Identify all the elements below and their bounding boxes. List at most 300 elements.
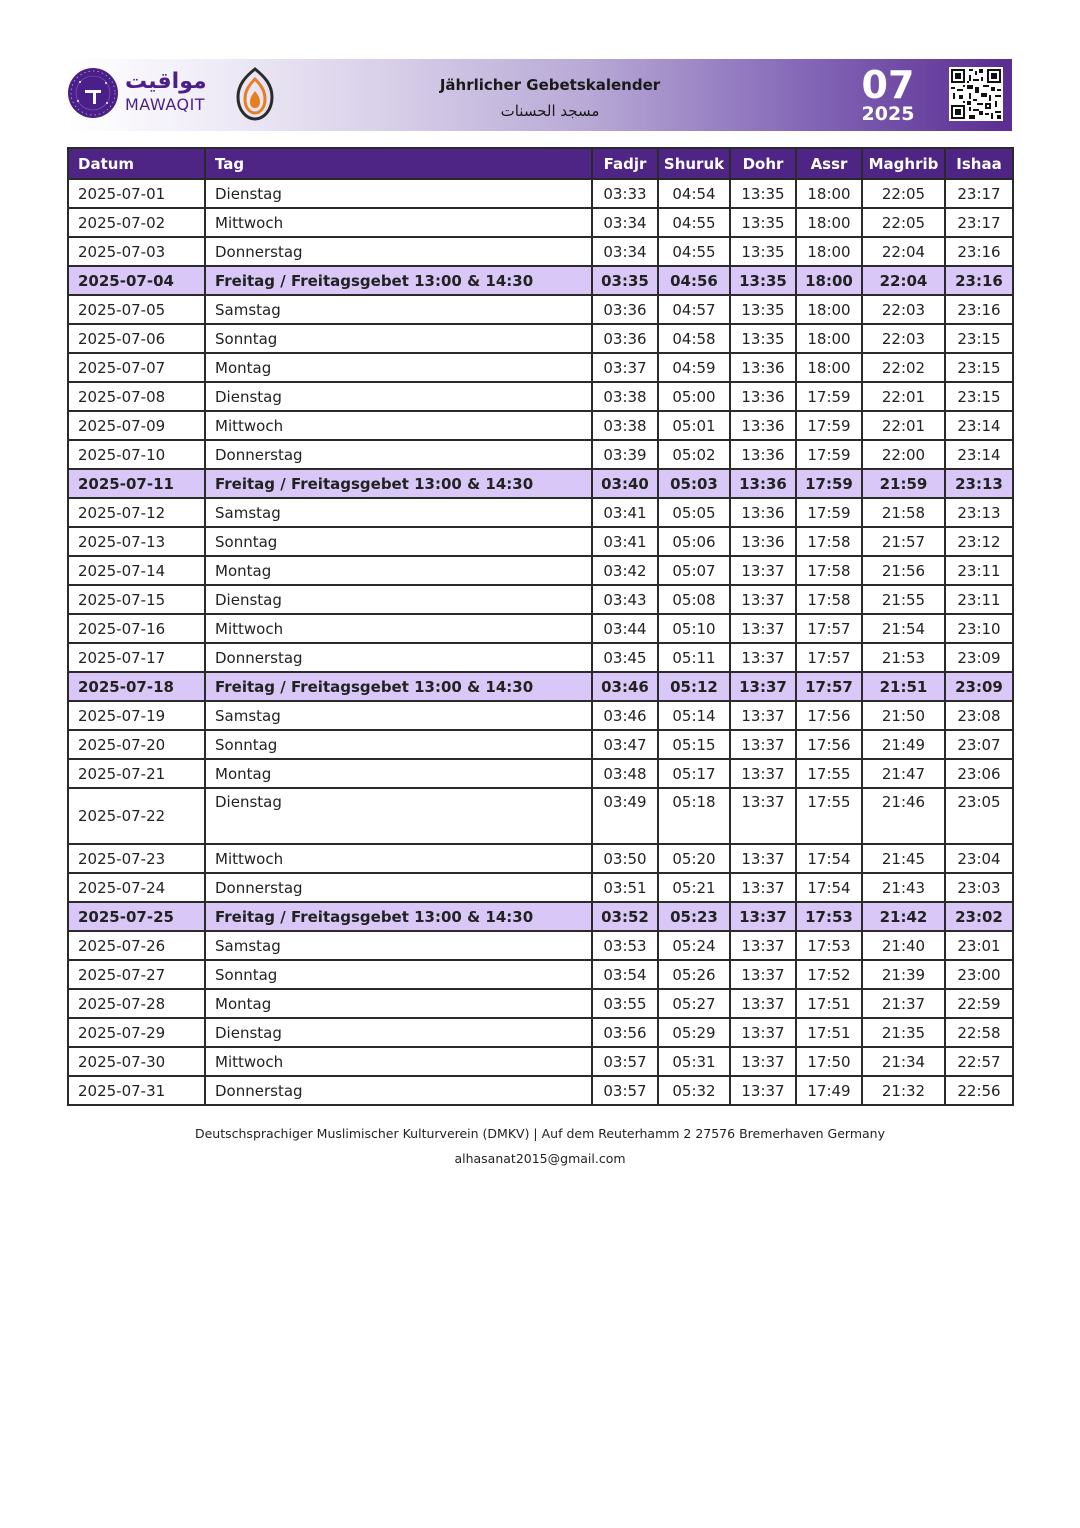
cell-shuruk: 05:07 [658,556,730,585]
table-row [68,324,1013,353]
cell-date: 2025-07-16 [68,614,205,643]
table-row [68,179,1013,208]
cell-dohr: 13:35 [730,266,796,295]
cell-shuruk: 05:05 [658,498,730,527]
cell-assr: 17:59 [796,440,862,469]
cell-day: Donnerstag [205,1076,592,1105]
cell-fadjr: 03:43 [592,585,658,614]
table-row [68,701,1013,730]
cell-shuruk: 05:10 [658,614,730,643]
table-header-row [68,148,1013,179]
column-header-day: Tag [205,148,592,179]
cell-assr: 17:57 [796,614,862,643]
cell-shuruk: 05:14 [658,701,730,730]
cell-maghrib: 22:01 [862,411,945,440]
cell-maghrib: 21:51 [862,672,945,701]
cell-maghrib: 22:03 [862,324,945,353]
table-row [68,353,1013,382]
cell-ishaa: 23:09 [945,672,1013,701]
cell-day: Montag [205,989,592,1018]
cell-shuruk: 05:17 [658,759,730,788]
cell-assr: 17:49 [796,1076,862,1105]
cell-maghrib: 22:05 [862,179,945,208]
cell-assr: 17:53 [796,902,862,931]
table-row [68,1047,1013,1076]
cell-day: Donnerstag [205,873,592,902]
table-row [68,556,1013,585]
cell-ishaa: 23:16 [945,266,1013,295]
cell-fadjr: 03:47 [592,730,658,759]
table-row [68,469,1013,498]
cell-day: Donnerstag [205,237,592,266]
cell-shuruk: 05:29 [658,1018,730,1047]
mosque-name: مسجد الحسنات [500,102,600,120]
cell-shuruk: 04:57 [658,295,730,324]
cell-shuruk: 05:06 [658,527,730,556]
cell-maghrib: 21:50 [862,701,945,730]
mawaqit-logo-text: MAWAQIT [125,95,206,114]
cell-day: Sonntag [205,324,592,353]
table-row [68,440,1013,469]
cell-assr: 17:55 [796,759,862,788]
cell-shuruk: 05:21 [658,873,730,902]
cell-dohr: 13:36 [730,469,796,498]
cell-fadjr: 03:34 [592,208,658,237]
cell-dohr: 13:35 [730,237,796,266]
cell-assr: 18:00 [796,353,862,382]
cell-day: Donnerstag [205,440,592,469]
cell-date: 2025-07-22 [68,788,205,844]
cell-assr: 18:00 [796,237,862,266]
column-header-dohr: Dohr [730,148,796,179]
cell-shuruk: 04:54 [658,179,730,208]
cell-assr: 18:00 [796,324,862,353]
table-row [68,382,1013,411]
cell-dohr: 13:36 [730,353,796,382]
cell-shuruk: 04:55 [658,208,730,237]
table-row [68,730,1013,759]
table-row [68,788,1013,844]
cell-fadjr: 03:34 [592,237,658,266]
table-body [68,179,1013,1105]
cell-fadjr: 03:55 [592,989,658,1018]
cell-date: 2025-07-28 [68,989,205,1018]
cell-day: Dienstag [205,382,592,411]
cell-date: 2025-07-07 [68,353,205,382]
cell-dohr: 13:35 [730,179,796,208]
cell-fadjr: 03:36 [592,295,658,324]
cell-date: 2025-07-27 [68,960,205,989]
cell-assr: 17:51 [796,1018,862,1047]
cell-ishaa: 23:09 [945,643,1013,672]
mawaqit-logo-arabic: مواقيت [125,69,207,94]
cell-date: 2025-07-12 [68,498,205,527]
cell-fadjr: 03:38 [592,382,658,411]
cell-fadjr: 03:46 [592,672,658,701]
cell-maghrib: 22:01 [862,382,945,411]
column-header-date: Datum [68,148,205,179]
column-header-ishaa: Ishaa [945,148,1013,179]
cell-assr: 17:57 [796,643,862,672]
table-row [68,237,1013,266]
table-row [68,902,1013,931]
cell-assr: 18:00 [796,266,862,295]
cell-shuruk: 05:03 [658,469,730,498]
cell-day: Mittwoch [205,1047,592,1076]
cell-fadjr: 03:48 [592,759,658,788]
cell-assr: 17:50 [796,1047,862,1076]
cell-maghrib: 22:04 [862,266,945,295]
cell-date: 2025-07-14 [68,556,205,585]
cell-maghrib: 21:35 [862,1018,945,1047]
cell-day: Montag [205,353,592,382]
cell-maghrib: 21:49 [862,730,945,759]
cell-fadjr: 03:38 [592,411,658,440]
cell-shuruk: 05:20 [658,844,730,873]
cell-ishaa: 23:16 [945,295,1013,324]
cell-dohr: 13:37 [730,960,796,989]
footer-address: Deutschsprachiger Muslimischer Kulturverein (DMKV) | Auf dem Reuterhamm 2 27576 Bremerhaven Germany [194,1126,885,1141]
cell-assr: 17:52 [796,960,862,989]
cell-dohr: 13:36 [730,382,796,411]
cell-date: 2025-07-06 [68,324,205,353]
cell-shuruk: 05:11 [658,643,730,672]
cell-shuruk: 04:56 [658,266,730,295]
cell-fadjr: 03:52 [592,902,658,931]
cell-dohr: 13:37 [730,556,796,585]
cell-dohr: 13:37 [730,844,796,873]
cell-fadjr: 03:54 [592,960,658,989]
cell-shuruk: 05:01 [658,411,730,440]
table-row [68,266,1013,295]
cell-assr: 18:00 [796,208,862,237]
cell-ishaa: 23:13 [945,469,1013,498]
cell-dohr: 13:37 [730,989,796,1018]
cell-shuruk: 05:12 [658,672,730,701]
prayer-times-table [67,147,1014,1106]
cell-day: Dienstag [205,1018,592,1047]
cell-ishaa: 23:11 [945,585,1013,614]
cell-ishaa: 23:10 [945,614,1013,643]
cell-fadjr: 03:35 [592,266,658,295]
cell-maghrib: 21:58 [862,498,945,527]
cell-assr: 17:54 [796,844,862,873]
cell-ishaa: 23:00 [945,960,1013,989]
cell-day: Montag [205,556,592,585]
cell-dohr: 13:37 [730,701,796,730]
cell-dohr: 13:37 [730,1076,796,1105]
cell-dohr: 13:37 [730,730,796,759]
cell-shuruk: 05:32 [658,1076,730,1105]
table-row [68,411,1013,440]
cell-dohr: 13:37 [730,585,796,614]
table-row [68,873,1013,902]
cell-ishaa: 23:03 [945,873,1013,902]
cell-ishaa: 23:07 [945,730,1013,759]
cell-date: 2025-07-19 [68,701,205,730]
cell-dohr: 13:37 [730,672,796,701]
cell-fadjr: 03:39 [592,440,658,469]
cell-shuruk: 05:15 [658,730,730,759]
table-row [68,989,1013,1018]
cell-ishaa: 23:06 [945,759,1013,788]
cell-ishaa: 22:59 [945,989,1013,1018]
footer-email[interactable]: alhasanat2015@gmail.com [454,1151,626,1166]
cell-ishaa: 23:15 [945,382,1013,411]
table-row [68,643,1013,672]
year-number: 2025 [861,103,915,125]
cell-assr: 17:58 [796,527,862,556]
cell-day: Mittwoch [205,614,592,643]
cell-maghrib: 21:37 [862,989,945,1018]
cell-day: Mittwoch [205,844,592,873]
table-row [68,585,1013,614]
cell-maghrib: 21:40 [862,931,945,960]
cell-fadjr: 03:49 [592,788,658,844]
cell-fadjr: 03:41 [592,527,658,556]
table-row [68,672,1013,701]
cell-shuruk: 05:08 [658,585,730,614]
cell-shuruk: 04:58 [658,324,730,353]
cell-maghrib: 21:59 [862,469,945,498]
table-row [68,1018,1013,1047]
cell-ishaa: 22:57 [945,1047,1013,1076]
cell-shuruk: 05:24 [658,931,730,960]
cell-day: Samstag [205,931,592,960]
cell-ishaa: 23:17 [945,208,1013,237]
cell-shuruk: 05:18 [658,788,730,844]
cell-maghrib: 22:03 [862,295,945,324]
cell-date: 2025-07-17 [68,643,205,672]
cell-ishaa: 23:14 [945,411,1013,440]
cell-dohr: 13:36 [730,411,796,440]
cell-assr: 17:56 [796,730,862,759]
cell-day: Mittwoch [205,208,592,237]
cell-day: Samstag [205,498,592,527]
cell-ishaa: 23:15 [945,353,1013,382]
cell-date: 2025-07-25 [68,902,205,931]
cell-date: 2025-07-23 [68,844,205,873]
cell-date: 2025-07-21 [68,759,205,788]
table-row [68,498,1013,527]
cell-day: Samstag [205,701,592,730]
cell-maghrib: 21:57 [862,527,945,556]
cell-maghrib: 21:32 [862,1076,945,1105]
cell-dohr: 13:36 [730,527,796,556]
cell-dohr: 13:36 [730,498,796,527]
cell-day: Sonntag [205,730,592,759]
cell-fadjr: 03:50 [592,844,658,873]
cell-maghrib: 22:00 [862,440,945,469]
cell-ishaa: 23:16 [945,237,1013,266]
cell-dohr: 13:37 [730,1018,796,1047]
cell-maghrib: 21:42 [862,902,945,931]
cell-fadjr: 03:42 [592,556,658,585]
cell-ishaa: 22:56 [945,1076,1013,1105]
column-header-maghrib: Maghrib [862,148,945,179]
cell-fadjr: 03:57 [592,1047,658,1076]
cell-day: Dienstag [205,788,592,844]
cell-day: Dienstag [205,585,592,614]
cell-fadjr: 03:33 [592,179,658,208]
cell-ishaa: 23:01 [945,931,1013,960]
cell-assr: 18:00 [796,295,862,324]
cell-ishaa: 23:12 [945,527,1013,556]
cell-shuruk: 05:26 [658,960,730,989]
cell-ishaa: 23:15 [945,324,1013,353]
cell-ishaa: 23:14 [945,440,1013,469]
cell-dohr: 13:37 [730,1047,796,1076]
cell-maghrib: 22:05 [862,208,945,237]
calendar-header [67,59,1012,131]
cell-day: Freitag / Freitagsgebet 13:00 & 14:30 [205,672,592,701]
cell-maghrib: 21:34 [862,1047,945,1076]
cell-maghrib: 21:47 [862,759,945,788]
cell-ishaa: 23:13 [945,498,1013,527]
column-header-shuruk: Shuruk [658,148,730,179]
table-row [68,527,1013,556]
cell-ishaa: 23:08 [945,701,1013,730]
cell-shuruk: 05:00 [658,382,730,411]
cell-fadjr: 03:41 [592,498,658,527]
cell-fadjr: 03:56 [592,1018,658,1047]
cell-date: 2025-07-11 [68,469,205,498]
cell-maghrib: 21:39 [862,960,945,989]
cell-day: Samstag [205,295,592,324]
cell-maghrib: 21:53 [862,643,945,672]
cell-dohr: 13:37 [730,902,796,931]
cell-assr: 18:00 [796,179,862,208]
qr-code-icon [949,67,1003,121]
cell-day: Freitag / Freitagsgebet 13:00 & 14:30 [205,266,592,295]
cell-shuruk: 05:02 [658,440,730,469]
table-row [68,1076,1013,1105]
table-row [68,614,1013,643]
cell-shuruk: 04:59 [658,353,730,382]
cell-dohr: 13:35 [730,208,796,237]
cell-day: Freitag / Freitagsgebet 13:00 & 14:30 [205,902,592,931]
cell-day: Montag [205,759,592,788]
table-row [68,931,1013,960]
cell-fadjr: 03:57 [592,1076,658,1105]
cell-assr: 17:57 [796,672,862,701]
cell-dohr: 13:37 [730,873,796,902]
cell-day: Sonntag [205,960,592,989]
cell-assr: 17:59 [796,498,862,527]
cell-fadjr: 03:46 [592,701,658,730]
cell-ishaa: 22:58 [945,1018,1013,1047]
cell-date: 2025-07-24 [68,873,205,902]
cell-shuruk: 04:55 [658,237,730,266]
cell-day: Donnerstag [205,643,592,672]
cell-assr: 17:59 [796,411,862,440]
cell-assr: 17:53 [796,931,862,960]
cell-date: 2025-07-05 [68,295,205,324]
cell-fadjr: 03:36 [592,324,658,353]
cell-fadjr: 03:37 [592,353,658,382]
cell-dohr: 13:35 [730,324,796,353]
cell-date: 2025-07-26 [68,931,205,960]
cell-maghrib: 21:54 [862,614,945,643]
cell-date: 2025-07-04 [68,266,205,295]
cell-date: 2025-07-30 [68,1047,205,1076]
cell-date: 2025-07-15 [68,585,205,614]
cell-maghrib: 21:45 [862,844,945,873]
cell-ishaa: 23:04 [945,844,1013,873]
cell-assr: 17:59 [796,382,862,411]
cell-maghrib: 22:02 [862,353,945,382]
cell-day: Freitag / Freitagsgebet 13:00 & 14:30 [205,469,592,498]
cell-date: 2025-07-03 [68,237,205,266]
cell-dohr: 13:37 [730,759,796,788]
cell-date: 2025-07-18 [68,672,205,701]
month-number: 07 [861,63,915,107]
cell-assr: 17:56 [796,701,862,730]
cell-date: 2025-07-01 [68,179,205,208]
cell-maghrib: 22:04 [862,237,945,266]
cell-shuruk: 05:31 [658,1047,730,1076]
cell-fadjr: 03:51 [592,873,658,902]
cell-date: 2025-07-31 [68,1076,205,1105]
cell-shuruk: 05:23 [658,902,730,931]
calendar-title: Jährlicher Gebetskalender [439,76,661,94]
cell-assr: 17:59 [796,469,862,498]
cell-dohr: 13:37 [730,643,796,672]
table-row [68,844,1013,873]
table-row [68,960,1013,989]
cell-maghrib: 21:43 [862,873,945,902]
column-header-assr: Assr [796,148,862,179]
cell-date: 2025-07-10 [68,440,205,469]
table-row [68,295,1013,324]
cell-ishaa: 23:05 [945,788,1013,844]
cell-dohr: 13:35 [730,295,796,324]
cell-assr: 17:55 [796,788,862,844]
cell-date: 2025-07-20 [68,730,205,759]
cell-maghrib: 21:55 [862,585,945,614]
cell-day: Dienstag [205,179,592,208]
cell-shuruk: 05:27 [658,989,730,1018]
cell-fadjr: 03:44 [592,614,658,643]
cell-assr: 17:58 [796,556,862,585]
cell-ishaa: 23:11 [945,556,1013,585]
cell-fadjr: 03:45 [592,643,658,672]
cell-assr: 17:54 [796,873,862,902]
cell-ishaa: 23:17 [945,179,1013,208]
column-header-fadjr: Fadjr [592,148,658,179]
cell-fadjr: 03:40 [592,469,658,498]
cell-ishaa: 23:02 [945,902,1013,931]
cell-dohr: 13:36 [730,440,796,469]
table-row [68,759,1013,788]
cell-day: Sonntag [205,527,592,556]
cell-dohr: 13:37 [730,614,796,643]
cell-day: Mittwoch [205,411,592,440]
cell-date: 2025-07-09 [68,411,205,440]
cell-fadjr: 03:53 [592,931,658,960]
cell-maghrib: 21:56 [862,556,945,585]
table-row [68,208,1013,237]
cell-date: 2025-07-02 [68,208,205,237]
cell-dohr: 13:37 [730,788,796,844]
cell-dohr: 13:37 [730,931,796,960]
cell-date: 2025-07-13 [68,527,205,556]
cell-assr: 17:51 [796,989,862,1018]
cell-assr: 17:58 [796,585,862,614]
cell-date: 2025-07-08 [68,382,205,411]
cell-date: 2025-07-29 [68,1018,205,1047]
cell-maghrib: 21:46 [862,788,945,844]
